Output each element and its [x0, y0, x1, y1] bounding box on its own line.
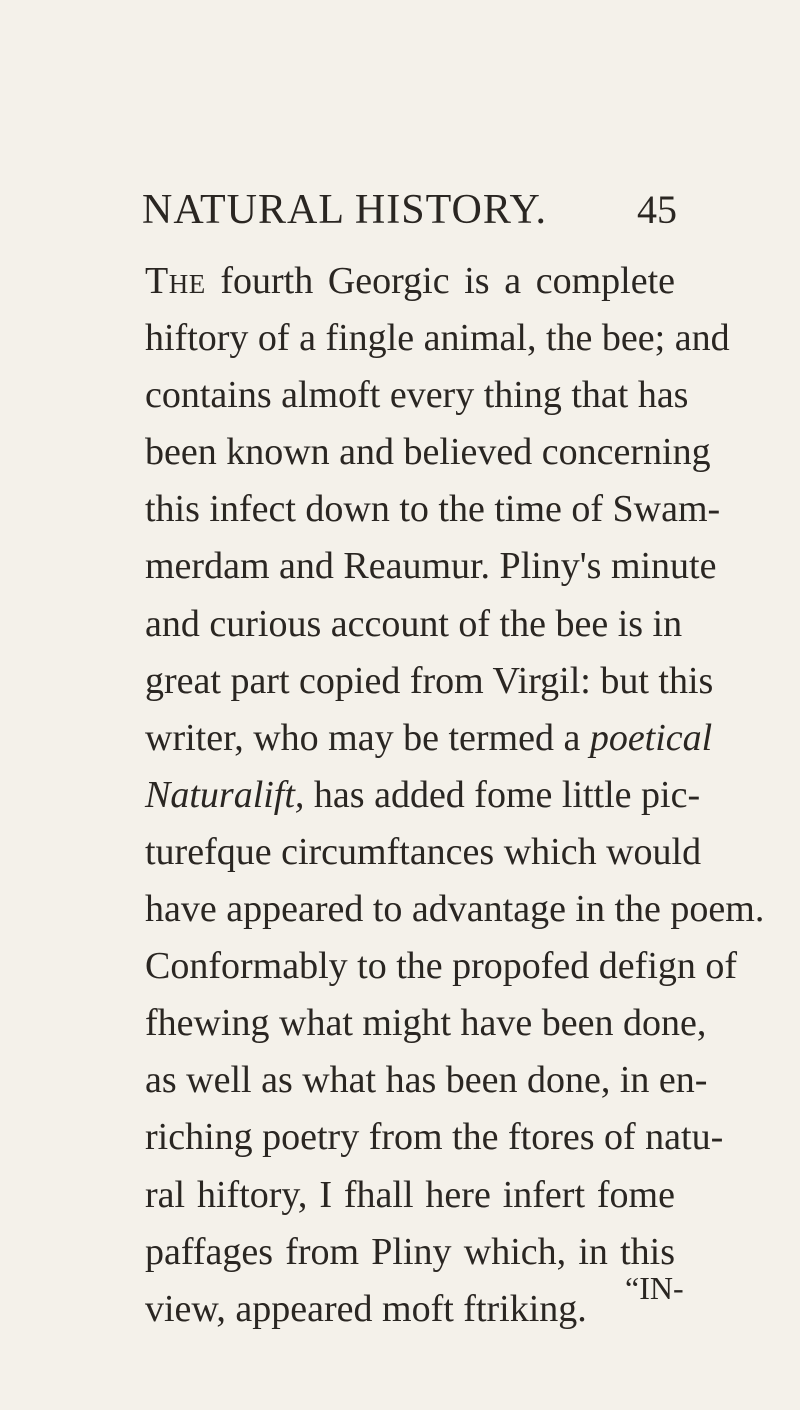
text-line-3: contains almoft every thing that has [145, 374, 689, 417]
text-line-17: ral hiftory, I fhall here infert fome [145, 1173, 675, 1216]
text-line-7: and curious account of the bee is in [145, 602, 683, 645]
text-line-6: merdam and Reaumur. Pliny's minute [145, 545, 717, 588]
catchword: “IN- [625, 1270, 684, 1306]
text-line-18: paffages from Pliny which, in this [145, 1230, 675, 1273]
text-line-13: Conformably to the propofed defign of [145, 945, 738, 988]
text-line-5: this infect down to the time of Swam- [145, 488, 721, 531]
text-line-15: as well as what has been done, in en- [145, 1059, 708, 1102]
text-line-12: have appeared to advantage in the poem. [145, 888, 765, 931]
line-10-text: has added fome little pic- [304, 773, 701, 816]
text-line-19: view, appeared moft ftriking. [145, 1287, 587, 1330]
running-title: NATURAL HISTORY. [142, 187, 547, 233]
text-line-16: riching poetry from the ftores of natu- [145, 1116, 724, 1159]
text-line-2: hiftory of a fingle animal, the bee; and [145, 317, 730, 360]
text-line-8: great part copied from Virgil: but this [145, 659, 714, 702]
running-head [142, 186, 677, 236]
body-paragraph [145, 253, 765, 1338]
text-line-14: fhewing what might have been done, [145, 1002, 707, 1045]
italic-naturalist: Naturalift, [145, 773, 305, 816]
first-word-small-caps: The [145, 260, 206, 302]
line-1-text: fourth Georgic is a complete [205, 260, 675, 302]
page-number: 45 [637, 187, 677, 232]
text-line-1 [145, 253, 675, 310]
text-line-11: turefque circumftances which would [145, 830, 702, 873]
text-line-10 [145, 767, 701, 824]
line-9-text: writer, who may be termed a [145, 716, 590, 759]
italic-poetical: poetical [589, 716, 713, 759]
text-line-4: been known and believed concerning [145, 431, 711, 474]
text-line-9 [145, 710, 713, 767]
